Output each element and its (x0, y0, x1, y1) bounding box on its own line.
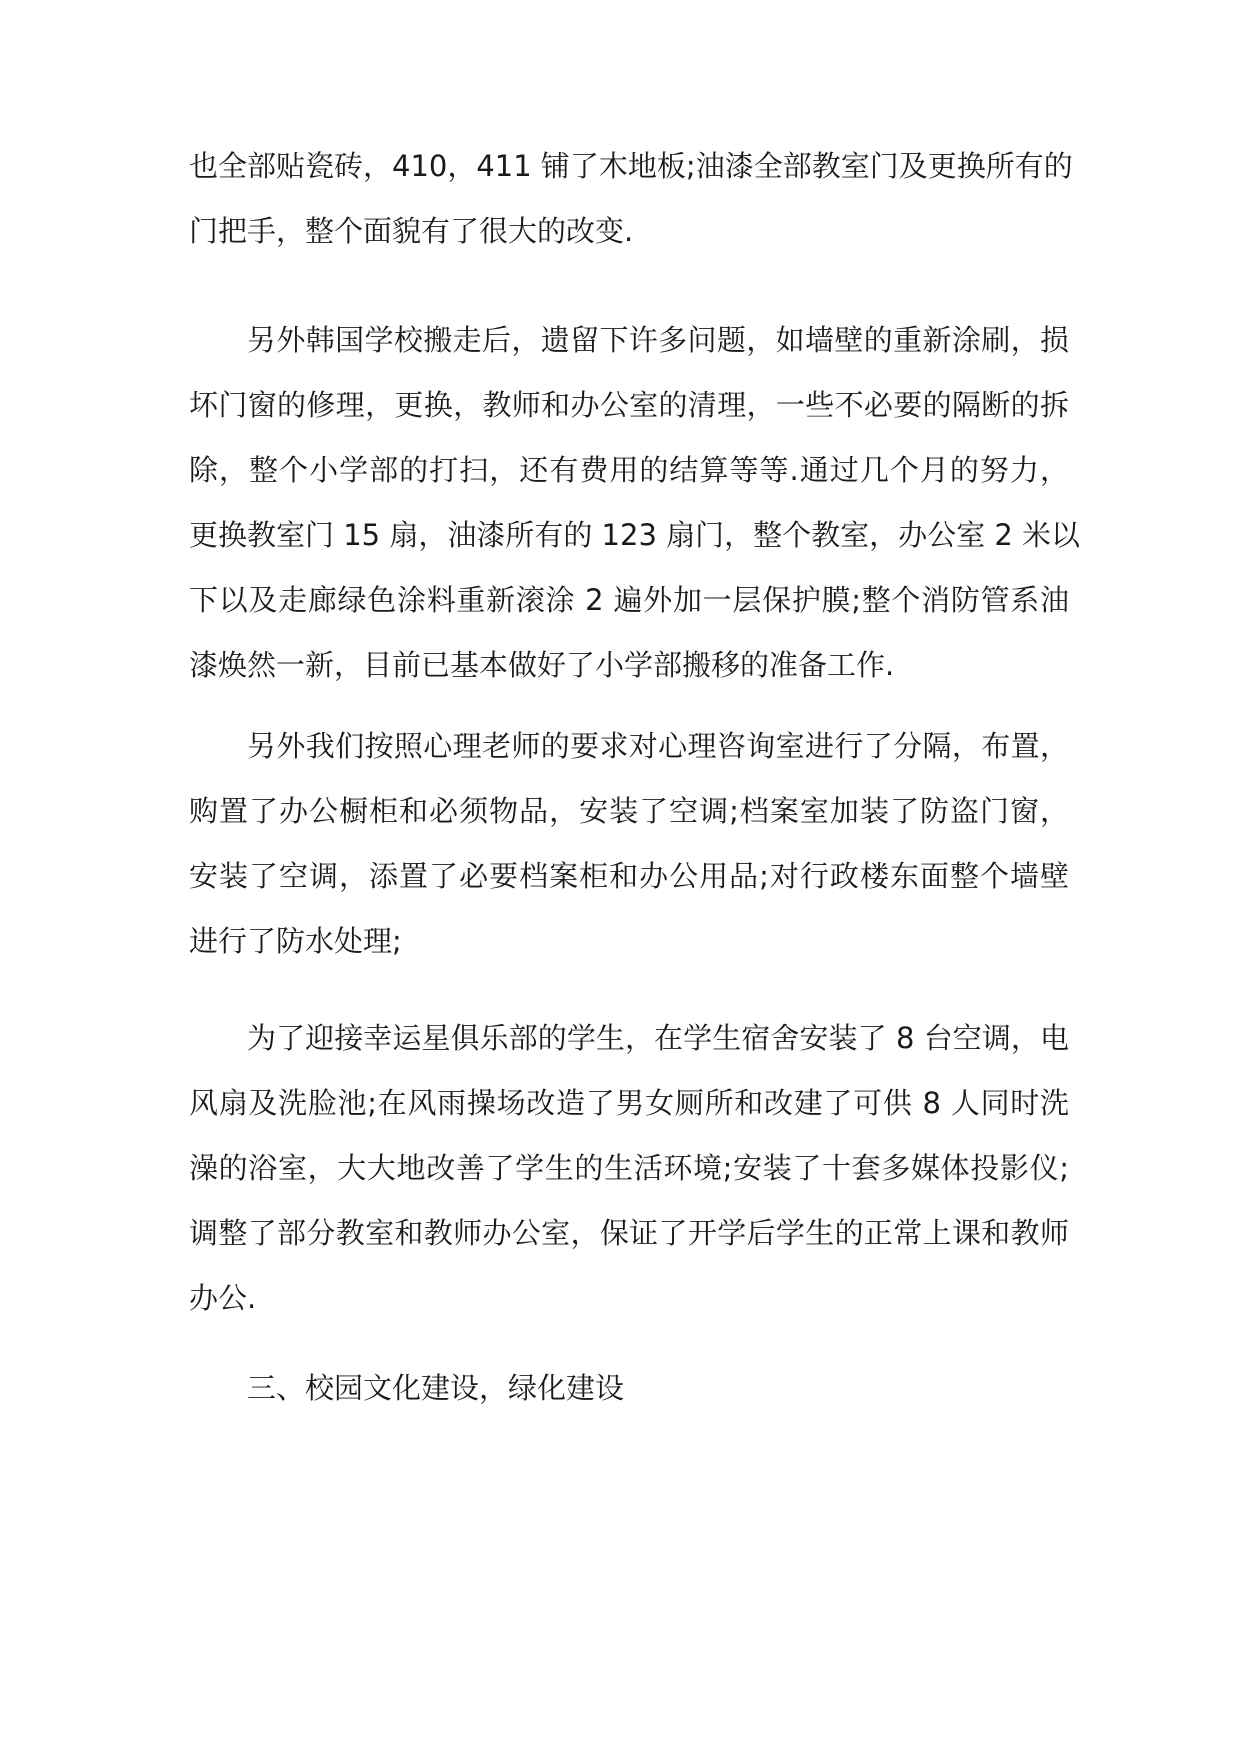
paragraph-line: 漆焕然一新，目前已基本做好了小学部搬移的准备工作. (189, 648, 895, 682)
section-heading-text: 三、校园文化建设，绿化建设 (247, 1371, 625, 1405)
paragraph-line: 购置了办公橱柜和必须物品，安装了空调;档案室加装了防盗门窗， (189, 794, 1069, 828)
paragraph-line: 也全部贴瓷砖，410，411 铺了木地板;油漆全部教室门及更换所有的 (189, 149, 1073, 183)
paragraph-line: 另外我们按照心理老师的要求对心理咨询室进行了分隔，布置， (247, 729, 1069, 763)
paragraph-line: 调整了部分教室和教师办公室，保证了开学后学生的正常上课和教师 (189, 1216, 1069, 1250)
paragraph-line: 为了迎接幸运星俱乐部的学生，在学生宿舍安装了 8 台空调，电 (247, 1021, 1069, 1055)
paragraph-line: 坏门窗的修理，更换，教师和办公室的清理，一些不必要的隔断的拆 (189, 388, 1069, 422)
paragraph-line: 风扇及洗脸池;在风雨操场改造了男女厕所和改建了可供 8 人同时洗 (189, 1086, 1069, 1120)
paragraph-line: 安装了空调，添置了必要档案柜和办公用品;对行政楼东面整个墙壁 (189, 859, 1069, 893)
paragraph-line: 更换教室门 15 扇，油漆所有的 123 扇门，整个教室，办公室 2 米以 (189, 518, 1081, 552)
paragraph-1 (189, 134, 1073, 264)
section-heading (189, 1356, 1069, 1421)
paragraph-line: 澡的浴室，大大地改善了学生的生活环境;安装了十套多媒体投影仪; (189, 1151, 1069, 1185)
paragraph-3 (189, 714, 1069, 974)
paragraph-line: 办公. (189, 1281, 257, 1315)
paragraph-line: 下以及走廊绿色涂料重新滚涂 2 遍外加一层保护膜;整个消防管系油 (189, 583, 1069, 617)
paragraph-2 (189, 308, 1081, 698)
paragraph-line: 除，整个小学部的打扫，还有费用的结算等等.通过几个月的努力， (189, 453, 1069, 487)
paragraph-4 (189, 1006, 1069, 1331)
paragraph-line: 进行了防水处理; (189, 924, 402, 958)
paragraph-line: 另外韩国学校搬走后，遗留下许多问题，如墙壁的重新涂刷，损 (247, 323, 1069, 357)
paragraph-line: 门把手，整个面貌有了很大的改变. (189, 214, 634, 248)
